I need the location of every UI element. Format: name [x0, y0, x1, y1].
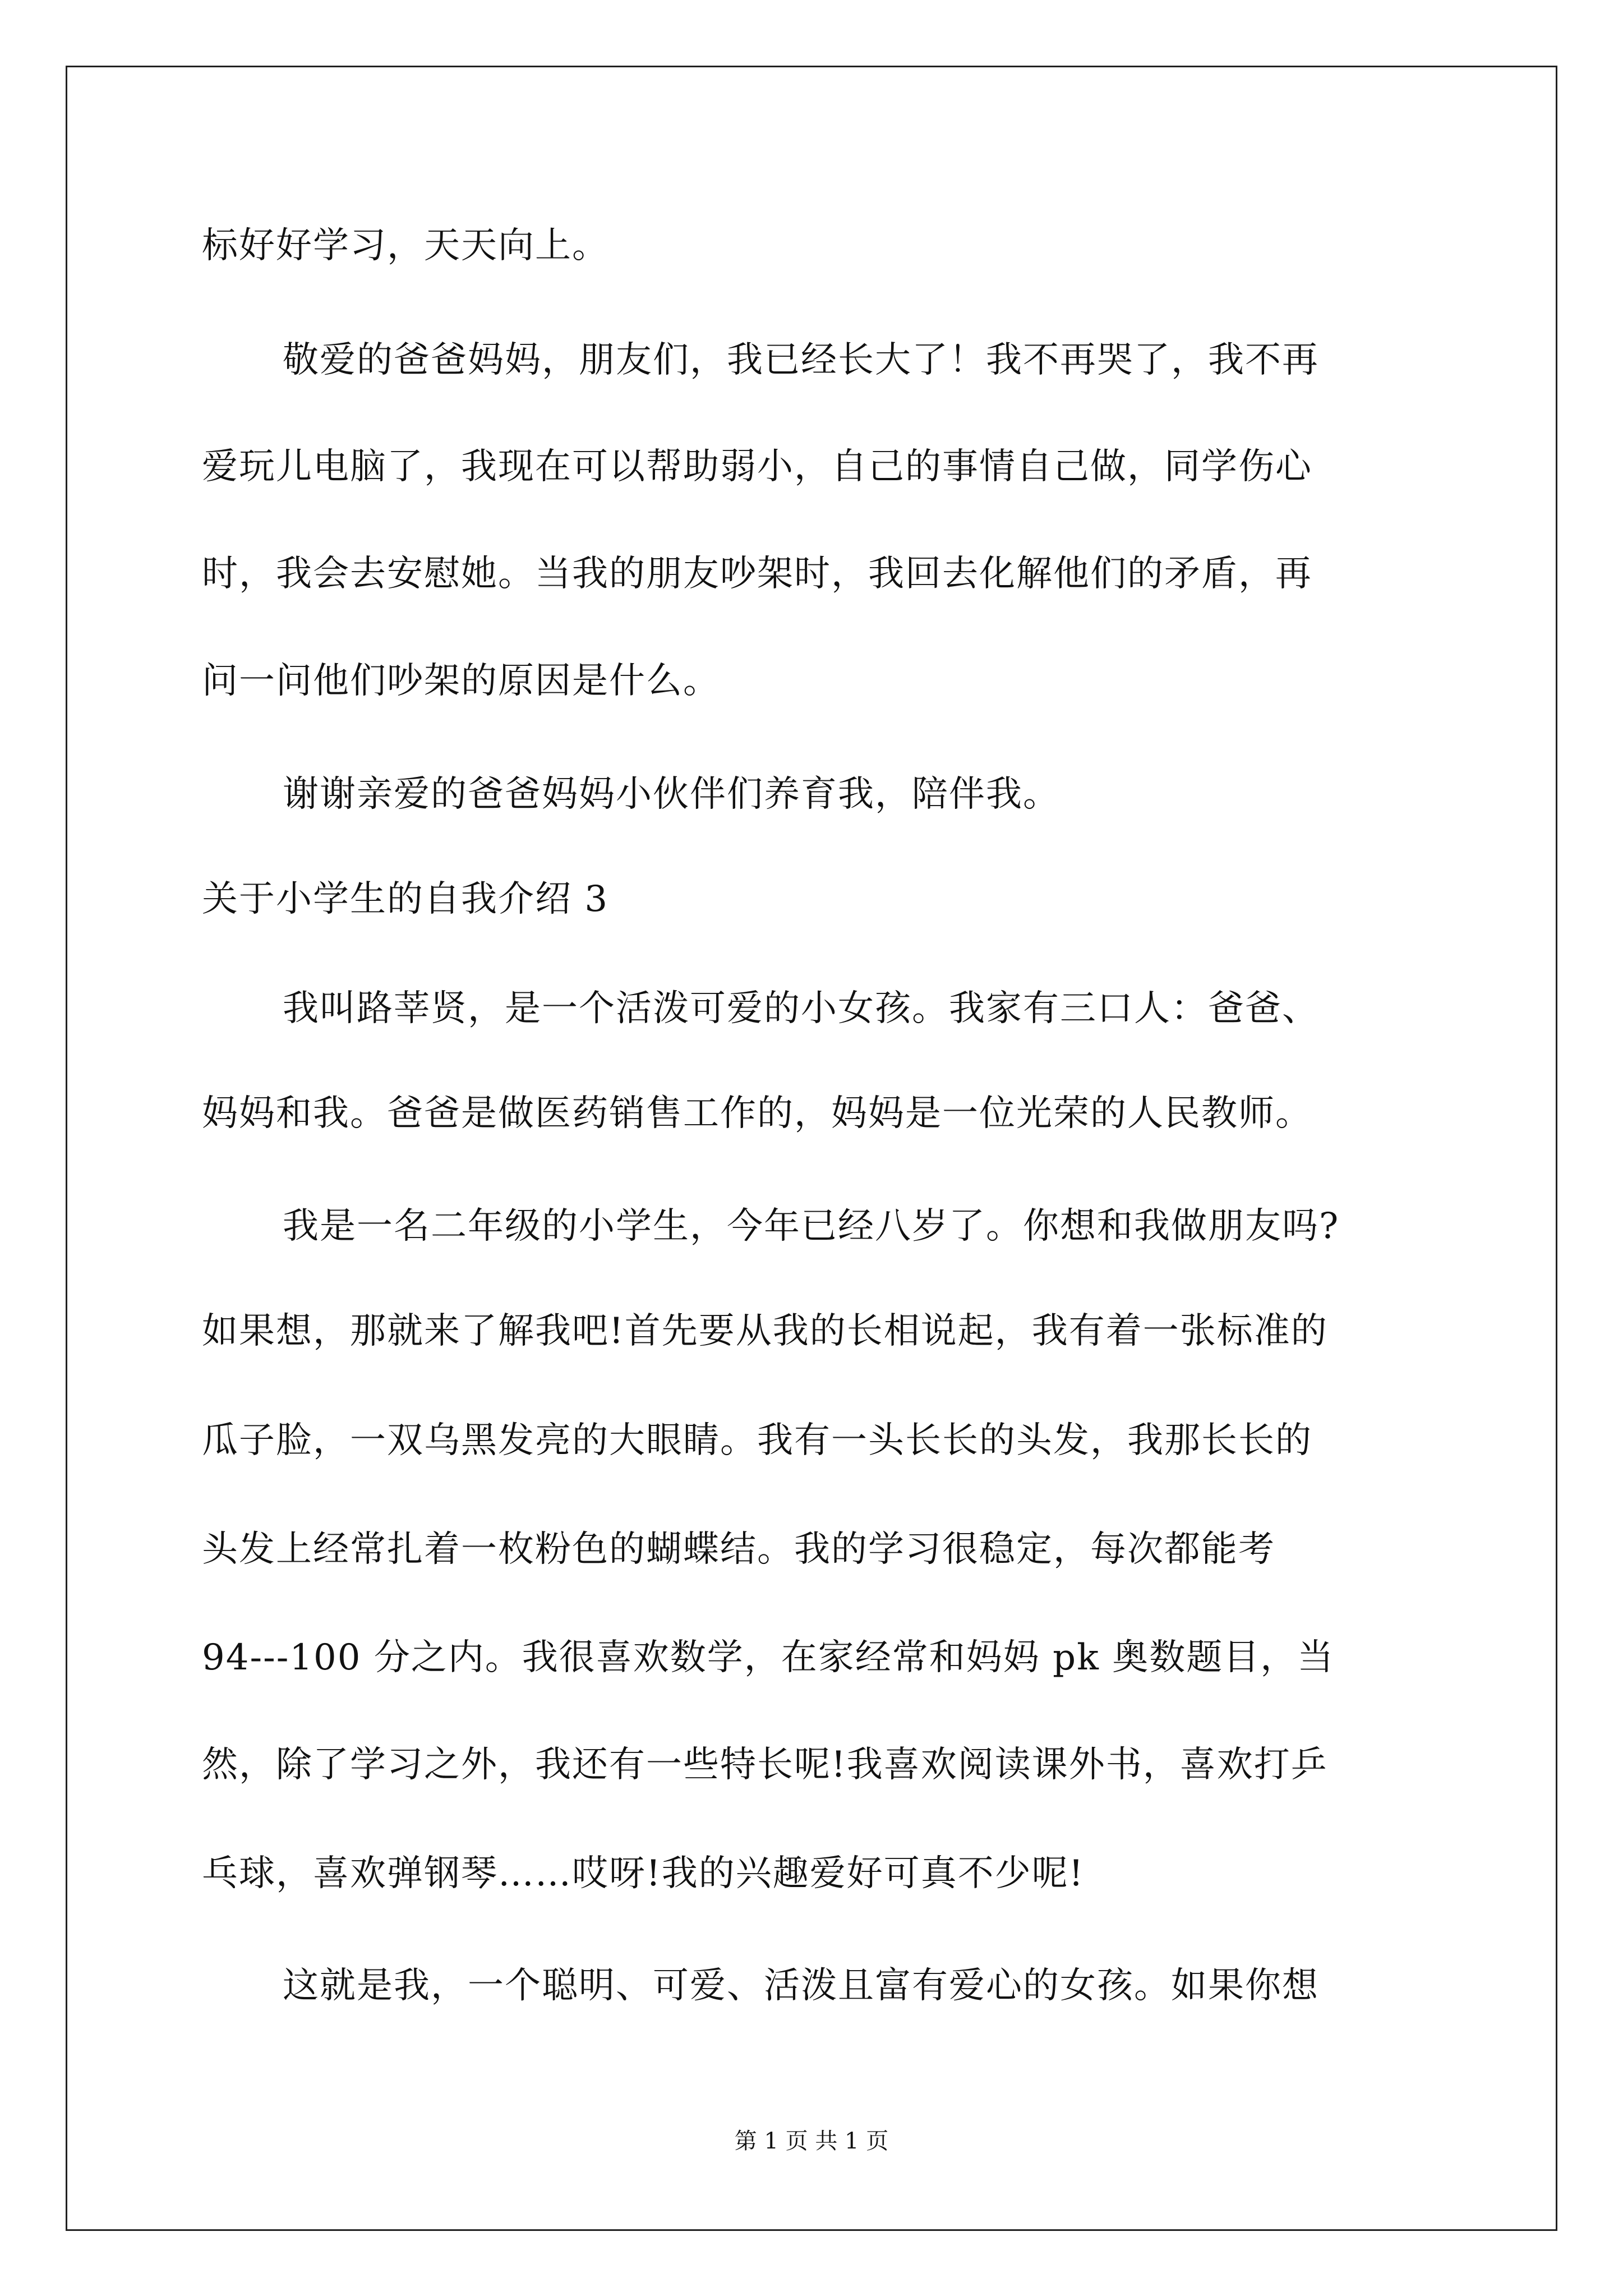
section-heading: 关于小学生的自我介绍 3	[202, 878, 609, 920]
text-line: 谢谢亲爱的爸爸妈妈小伙伴们养育我，陪伴我。	[283, 774, 1060, 815]
page-footer: 第 1 页 共 1 页	[734, 2128, 889, 2154]
text-line: 我叫路莘贤，是一个活泼可爱的小女孩。我家有三口人：爸爸、	[283, 988, 1319, 1029]
text-line: 敬爱的爸爸妈妈，朋友们，我已经长大了！我不再哭了，我不再	[283, 339, 1319, 381]
text-line: 94---100 分之内。我很喜欢数学，在家经常和妈妈 pk 奥数题目，当	[202, 1637, 1335, 1678]
text-line: 乓球，喜欢弹钢琴……哎呀!我的兴趣爱好可真不少呢!	[202, 1853, 1085, 1894]
page-border	[66, 66, 1557, 2231]
text-line: 我是一名二年级的小学生，今年已经八岁了。你想和我做朋友吗?	[283, 1205, 1340, 1247]
text-line: 标好好学习，天天向上。	[202, 225, 609, 266]
text-line: 妈妈和我。爸爸是做医药销售工作的，妈妈是一位光荣的人民教师。	[202, 1093, 1312, 1134]
text-line: 问一问他们吵架的原因是什么。	[202, 660, 720, 702]
text-line: 瓜子脸，一双乌黑发亮的大眼睛。我有一头长长的头发，我那长长的	[202, 1420, 1312, 1461]
text-line: 然，除了学习之外，我还有一些特长呢!我喜欢阅读课外书，喜欢打乒	[202, 1744, 1328, 1786]
text-line: 如果想，那就来了解我吧!首先要从我的长相说起，我有着一张标准的	[202, 1310, 1328, 1352]
text-line: 爱玩儿电脑了，我现在可以帮助弱小，自己的事情自己做，同学伤心	[202, 446, 1312, 487]
text-line: 时，我会去安慰她。当我的朋友吵架时，我回去化解他们的矛盾，再	[202, 553, 1312, 595]
text-line: 头发上经常扎着一枚粉色的蝴蝶结。我的学习很稳定，每次都能考	[202, 1529, 1275, 1570]
text-line: 这就是我，一个聪明、可爱、活泼且富有爱心的女孩。如果你想	[283, 1965, 1319, 2007]
